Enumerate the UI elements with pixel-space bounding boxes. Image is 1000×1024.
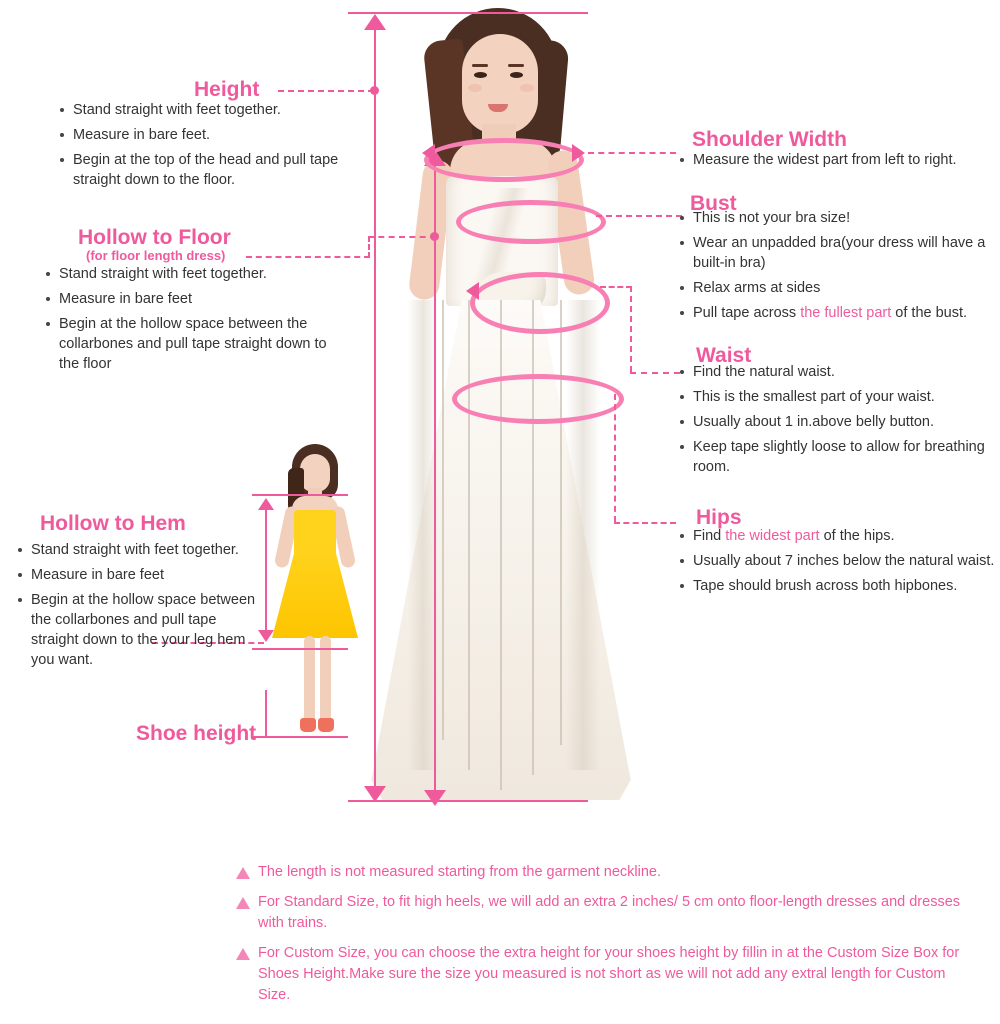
hollow-to-floor-leader-h2 — [246, 256, 370, 258]
list-item: Begin at the hollow space between the collarbones and pull tape straight down to the your leg hem you want. — [16, 590, 264, 670]
waist-arrow-left — [466, 282, 479, 300]
list-item: This is not your bra size! — [678, 208, 1000, 228]
height-leader-dot — [370, 86, 379, 95]
waist-bullets — [678, 362, 998, 482]
waist-leader-h2 — [630, 372, 680, 374]
hollow-to-hem-top-line — [252, 494, 348, 496]
eyebrow-right — [508, 64, 524, 67]
list-item: Wear an unpadded bra(your dress will have a built-in bra) — [678, 233, 1000, 273]
short-dress-illustration — [262, 440, 372, 750]
eye-left — [474, 72, 487, 78]
waist-leader-v — [630, 286, 632, 372]
bust-note-emphasis: the fullest part — [800, 305, 892, 321]
triangle-bullet-icon — [236, 867, 250, 879]
height-bottom-line — [348, 800, 588, 802]
shoulder-width-heading: Shoulder Width — [692, 128, 847, 151]
skirt-sheen — [566, 300, 600, 770]
hips-band — [452, 374, 624, 424]
triangle-bullet-icon — [236, 948, 250, 960]
hollow-to-floor-subheading: (for floor length dress) — [86, 248, 226, 263]
hips-note-pre: Find — [693, 528, 726, 544]
hollow-to-floor-leader — [368, 236, 436, 238]
note-item — [236, 862, 976, 883]
shoe-height-heading: Shoe height — [136, 722, 257, 745]
list-item: Stand straight with feet together. — [16, 540, 264, 560]
hips-leader-h — [614, 522, 676, 524]
waist-heading: Waist — [696, 344, 752, 367]
hollow-to-hem-arrow-up — [258, 498, 274, 510]
bust-note-post: of the bust. — [891, 305, 968, 321]
list-item: Stand straight with feet together. — [58, 100, 358, 120]
hollow-to-floor-heading: Hollow to Floor — [78, 226, 231, 249]
list-item: Find the natural waist. — [678, 362, 998, 382]
shoe-left — [300, 718, 316, 732]
shoulder-arrow-right — [572, 144, 585, 162]
dress-bodice — [294, 510, 336, 556]
eye-right — [510, 72, 523, 78]
hollow-to-hem-bottom-line — [252, 648, 348, 650]
bust-heading: Bust — [690, 192, 737, 215]
hollow-to-floor-line — [434, 164, 436, 794]
hollow-to-hem-line — [265, 510, 267, 632]
list-item: Measure in bare feet — [44, 289, 334, 309]
skirt-fold — [560, 300, 562, 745]
waist-band — [470, 272, 610, 334]
skirt-fold — [442, 300, 444, 740]
list-item: Tape should brush across both hipbones. — [678, 576, 998, 596]
hollow-to-hem-bullets — [16, 540, 264, 675]
list-item: Usually about 1 in.above belly button. — [678, 412, 998, 432]
bust-note-pre: Pull tape across — [693, 305, 801, 321]
height-leader — [278, 90, 374, 92]
shoulder-band — [424, 138, 584, 182]
list-item: Stand straight with feet together. — [44, 264, 334, 284]
bust-leader — [596, 215, 682, 217]
skirt-fold — [500, 300, 502, 790]
list-item: Keep tape slightly loose to allow for breathing room. — [678, 437, 998, 477]
hollow-to-floor-arrow-down — [424, 790, 446, 806]
hips-note-emphasis: the widest part — [725, 528, 820, 544]
hollow-to-hem-heading: Hollow to Hem — [40, 512, 186, 535]
hollow-to-floor-bullets — [44, 264, 334, 379]
note-item — [236, 943, 976, 1006]
hips-note-post: of the hips. — [819, 528, 895, 544]
shoulder-width-bullets — [678, 150, 998, 175]
footer-notes — [236, 862, 976, 1015]
shoe-right — [318, 718, 334, 732]
hips-bullets — [678, 526, 998, 601]
list-item — [678, 526, 998, 546]
bust-band — [456, 200, 606, 244]
note-item — [236, 892, 976, 934]
bust-bullets — [678, 208, 1000, 328]
hips-heading: Hips — [696, 506, 742, 529]
height-line — [374, 28, 376, 788]
cheek-left — [468, 84, 482, 92]
hollow-to-floor-leader-dot — [430, 232, 439, 241]
note-text: The length is not measured starting from the garment neckline. — [258, 864, 661, 880]
skirt-fold — [468, 300, 470, 770]
triangle-bullet-icon — [236, 897, 250, 909]
height-heading: Height — [194, 78, 260, 101]
list-item: Measure the widest part from left to right. — [678, 150, 998, 170]
skirt-fold — [532, 300, 534, 775]
hollow-to-floor-leader-v — [368, 236, 370, 258]
note-text: For Custom Size, you can choose the extra height for your shoes height by fillin in at the Custom Size Box for Shoes Height.Make sure the size you measured is not short as we will not add any extral length for Custom Size. — [258, 945, 960, 1003]
waist-leader-h — [600, 286, 632, 288]
list-item — [678, 303, 1000, 323]
list-item: Measure in bare feet. — [58, 125, 358, 145]
list-item: Usually about 7 inches below the natural waist. — [678, 551, 998, 571]
face — [300, 454, 330, 492]
eyebrow-left — [472, 64, 488, 67]
note-text: For Standard Size, to fit high heels, we will add an extra 2 inches/ 5 cm onto floor-length dresses and dresses with trains. — [258, 894, 961, 931]
shoulder-leader — [588, 152, 676, 154]
list-item: Begin at the top of the head and pull tape straight down to the floor. — [58, 150, 358, 190]
height-bullets — [58, 100, 358, 195]
hips-leader-v — [614, 394, 616, 522]
shoulder-arrow-left — [422, 144, 435, 162]
list-item: Begin at the hollow space between the collarbones and pull tape straight down to the floor — [44, 314, 334, 374]
list-item: Relax arms at sides — [678, 278, 1000, 298]
shoe-height-line — [252, 736, 348, 738]
list-item: This is the smallest part of your waist. — [678, 387, 998, 407]
shoe-height-tick — [265, 690, 267, 736]
list-item: Measure in bare feet — [16, 565, 264, 585]
cheek-right — [520, 84, 534, 92]
